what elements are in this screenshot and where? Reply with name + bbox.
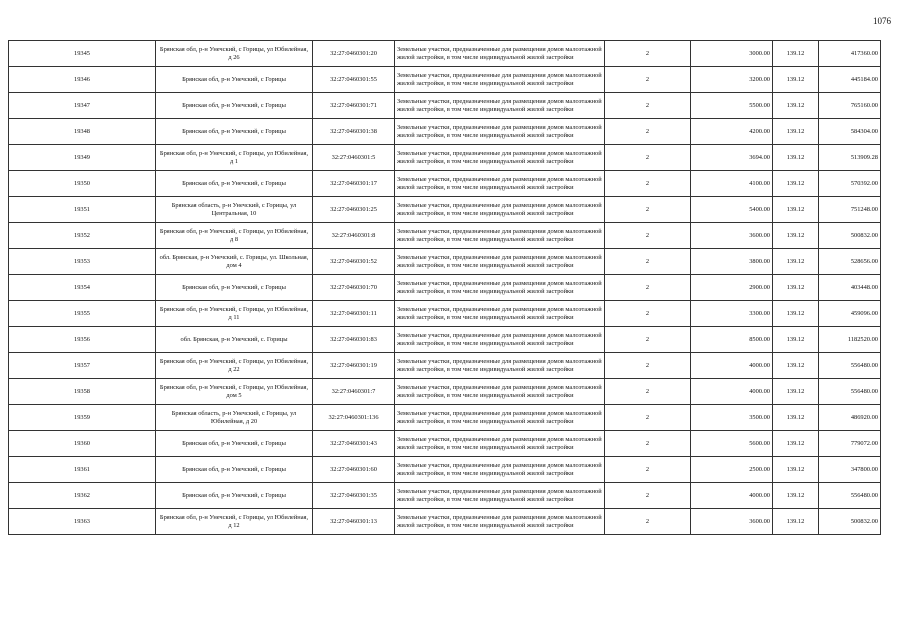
- category-cell: 2: [605, 275, 691, 301]
- category-cell: 2: [605, 145, 691, 171]
- category-cell: 2: [605, 223, 691, 249]
- row-number-cell: 19353: [9, 249, 156, 275]
- cadastral-number-cell: 32:27:0460301:25: [313, 197, 395, 223]
- category-cell: 2: [605, 171, 691, 197]
- specific-value-cell: 139.12: [773, 119, 819, 145]
- row-number-cell: 19355: [9, 301, 156, 327]
- address-cell: Брянская область, р-н Унечский, с Горицы, ул Юбилейная, д 20: [156, 405, 313, 431]
- permitted-use-cell: Земельные участки, предназначенные для размещения домов малоэтажной жилой застройки, в том числе индивидуальной жилой застройки: [395, 353, 605, 379]
- category-cell: 2: [605, 67, 691, 93]
- area-cell: 2500.00: [691, 457, 773, 483]
- row-number-cell: 19361: [9, 457, 156, 483]
- table-row: [9, 41, 881, 67]
- cadastral-value-cell: 556480.00: [819, 379, 881, 405]
- permitted-use-cell: Земельные участки, предназначенные для размещения домов малоэтажной жилой застройки, в том числе индивидуальной жилой застройки: [395, 509, 605, 535]
- cadastral-value-cell: 779072.00: [819, 431, 881, 457]
- address-cell: Брянская обл, р-н Унечский, с Горицы: [156, 457, 313, 483]
- table-row: [9, 119, 881, 145]
- table-row: [9, 275, 881, 301]
- specific-value-cell: 139.12: [773, 67, 819, 93]
- category-cell: 2: [605, 119, 691, 145]
- permitted-use-cell: Земельные участки, предназначенные для размещения домов малоэтажной жилой застройки, в том числе индивидуальной жилой застройки: [395, 275, 605, 301]
- table-row: [9, 93, 881, 119]
- address-cell: Брянская обл, р-н Унечский, с Горицы: [156, 275, 313, 301]
- permitted-use-cell: Земельные участки, предназначенные для размещения домов малоэтажной жилой застройки, в том числе индивидуальной жилой застройки: [395, 379, 605, 405]
- area-cell: 5500.00: [691, 93, 773, 119]
- row-number-cell: 19360: [9, 431, 156, 457]
- category-cell: 2: [605, 353, 691, 379]
- table-row: [9, 197, 881, 223]
- row-number-cell: 19350: [9, 171, 156, 197]
- permitted-use-cell: Земельные участки, предназначенные для размещения домов малоэтажной жилой застройки, в том числе индивидуальной жилой застройки: [395, 327, 605, 353]
- cadastral-number-cell: 32:27:0460301:70: [313, 275, 395, 301]
- category-cell: 2: [605, 249, 691, 275]
- cadastral-number-cell: 32:27:0460301:60: [313, 457, 395, 483]
- area-cell: 8500.00: [691, 327, 773, 353]
- specific-value-cell: 139.12: [773, 223, 819, 249]
- cadastral-number-cell: 32:27:0460301:38: [313, 119, 395, 145]
- cadastral-value-table: [8, 40, 881, 535]
- area-cell: 4000.00: [691, 353, 773, 379]
- cadastral-number-cell: 32:27:0460301:11: [313, 301, 395, 327]
- table-row: [9, 171, 881, 197]
- permitted-use-cell: Земельные участки, предназначенные для размещения домов малоэтажной жилой застройки, в том числе индивидуальной жилой застройки: [395, 249, 605, 275]
- permitted-use-cell: Земельные участки, предназначенные для размещения домов малоэтажной жилой застройки, в том числе индивидуальной жилой застройки: [395, 301, 605, 327]
- category-cell: 2: [605, 41, 691, 67]
- permitted-use-cell: Земельные участки, предназначенные для размещения домов малоэтажной жилой застройки, в том числе индивидуальной жилой застройки: [395, 119, 605, 145]
- address-cell: Брянская обл, р-н Унечский, с Горицы: [156, 119, 313, 145]
- cadastral-number-cell: 32:27:0460301:35: [313, 483, 395, 509]
- cadastral-number-cell: 32:27:0460301:17: [313, 171, 395, 197]
- cadastral-value-cell: 765160.00: [819, 93, 881, 119]
- cadastral-number-cell: 32:27:0460301:71: [313, 93, 395, 119]
- area-cell: 4000.00: [691, 379, 773, 405]
- specific-value-cell: 139.12: [773, 483, 819, 509]
- row-number-cell: 19348: [9, 119, 156, 145]
- page-number: 1076: [873, 16, 891, 26]
- area-cell: 3600.00: [691, 509, 773, 535]
- cadastral-number-cell: 32:27:0460301:20: [313, 41, 395, 67]
- specific-value-cell: 139.12: [773, 41, 819, 67]
- specific-value-cell: 139.12: [773, 93, 819, 119]
- category-cell: 2: [605, 93, 691, 119]
- area-cell: 5400.00: [691, 197, 773, 223]
- table-row: [9, 145, 881, 171]
- permitted-use-cell: Земельные участки, предназначенные для размещения домов малоэтажной жилой застройки, в том числе индивидуальной жилой застройки: [395, 223, 605, 249]
- specific-value-cell: 139.12: [773, 379, 819, 405]
- permitted-use-cell: Земельные участки, предназначенные для размещения домов малоэтажной жилой застройки, в том числе индивидуальной жилой застройки: [395, 197, 605, 223]
- table-row: [9, 327, 881, 353]
- address-cell: Брянская обл, р-н Унечский, с Горицы, ул Юбилейная, дом 5: [156, 379, 313, 405]
- category-cell: 2: [605, 379, 691, 405]
- row-number-cell: 19352: [9, 223, 156, 249]
- address-cell: Брянская обл, р-н Унечский, с Горицы: [156, 93, 313, 119]
- cadastral-value-cell: 445184.00: [819, 67, 881, 93]
- table-row: [9, 249, 881, 275]
- permitted-use-cell: Земельные участки, предназначенные для размещения домов малоэтажной жилой застройки, в том числе индивидуальной жилой застройки: [395, 93, 605, 119]
- area-cell: 5600.00: [691, 431, 773, 457]
- row-number-cell: 19351: [9, 197, 156, 223]
- table-row: [9, 353, 881, 379]
- cadastral-value-cell: 556480.00: [819, 353, 881, 379]
- cadastral-value-cell: 751248.00: [819, 197, 881, 223]
- row-number-cell: 19346: [9, 67, 156, 93]
- specific-value-cell: 139.12: [773, 431, 819, 457]
- category-cell: 2: [605, 431, 691, 457]
- table-row: [9, 67, 881, 93]
- table-body: [9, 41, 881, 535]
- category-cell: 2: [605, 197, 691, 223]
- category-cell: 2: [605, 405, 691, 431]
- cadastral-value-cell: 500832.00: [819, 223, 881, 249]
- row-number-cell: 19363: [9, 509, 156, 535]
- specific-value-cell: 139.12: [773, 353, 819, 379]
- area-cell: 3800.00: [691, 249, 773, 275]
- specific-value-cell: 139.12: [773, 145, 819, 171]
- category-cell: 2: [605, 457, 691, 483]
- category-cell: 2: [605, 327, 691, 353]
- address-cell: Брянская обл, р-н Унечский, с Горицы: [156, 67, 313, 93]
- area-cell: 4000.00: [691, 483, 773, 509]
- row-number-cell: 19347: [9, 93, 156, 119]
- area-cell: 3600.00: [691, 223, 773, 249]
- specific-value-cell: 139.12: [773, 275, 819, 301]
- table-row: [9, 483, 881, 509]
- cadastral-number-cell: 32:27:0460301:136: [313, 405, 395, 431]
- table-row: [9, 457, 881, 483]
- cadastral-value-cell: 403448.00: [819, 275, 881, 301]
- specific-value-cell: 139.12: [773, 327, 819, 353]
- table-row: [9, 379, 881, 405]
- permitted-use-cell: Земельные участки, предназначенные для размещения домов малоэтажной жилой застройки, в том числе индивидуальной жилой застройки: [395, 41, 605, 67]
- address-cell: Брянская обл, р-н Унечский, с Горицы, ул Юбилейная, д 8: [156, 223, 313, 249]
- area-cell: 3500.00: [691, 405, 773, 431]
- cadastral-value-cell: 1182520.00: [819, 327, 881, 353]
- address-cell: Брянская обл, р-н Унечский, с Горицы: [156, 171, 313, 197]
- permitted-use-cell: Земельные участки, предназначенные для размещения домов малоэтажной жилой застройки, в том числе индивидуальной жилой застройки: [395, 405, 605, 431]
- row-number-cell: 19359: [9, 405, 156, 431]
- specific-value-cell: 139.12: [773, 197, 819, 223]
- permitted-use-cell: Земельные участки, предназначенные для размещения домов малоэтажной жилой застройки, в том числе индивидуальной жилой застройки: [395, 67, 605, 93]
- row-number-cell: 19358: [9, 379, 156, 405]
- cadastral-number-cell: 32:27:0460301:52: [313, 249, 395, 275]
- cadastral-number-cell: 32:27:0460301:13: [313, 509, 395, 535]
- cadastral-value-cell: 528656.00: [819, 249, 881, 275]
- cadastral-value-cell: 570392.00: [819, 171, 881, 197]
- row-number-cell: 19357: [9, 353, 156, 379]
- area-cell: 4200.00: [691, 119, 773, 145]
- address-cell: Брянская обл, р-н Унечский, с Горицы: [156, 431, 313, 457]
- permitted-use-cell: Земельные участки, предназначенные для размещения домов малоэтажной жилой застройки, в том числе индивидуальной жилой застройки: [395, 171, 605, 197]
- cadastral-value-cell: 584304.00: [819, 119, 881, 145]
- cadastral-number-cell: 32:27:0460301:5: [313, 145, 395, 171]
- cadastral-value-cell: 513909.28: [819, 145, 881, 171]
- address-cell: Брянская обл, р-н Унечский, с Горицы: [156, 483, 313, 509]
- address-cell: Брянская область, р-н Унечский, с Горицы, ул Центральная, 10: [156, 197, 313, 223]
- row-number-cell: 19362: [9, 483, 156, 509]
- specific-value-cell: 139.12: [773, 171, 819, 197]
- cadastral-value-cell: 556480.00: [819, 483, 881, 509]
- table-row: [9, 405, 881, 431]
- address-cell: Брянская обл, р-н Унечский, с Горицы, ул Юбилейная, д 1: [156, 145, 313, 171]
- row-number-cell: 19356: [9, 327, 156, 353]
- cadastral-number-cell: 32:27:0460301:55: [313, 67, 395, 93]
- specific-value-cell: 139.12: [773, 509, 819, 535]
- area-cell: 3000.00: [691, 41, 773, 67]
- cadastral-number-cell: 32:27:0460301:83: [313, 327, 395, 353]
- permitted-use-cell: Земельные участки, предназначенные для размещения домов малоэтажной жилой застройки, в том числе индивидуальной жилой застройки: [395, 431, 605, 457]
- row-number-cell: 19345: [9, 41, 156, 67]
- permitted-use-cell: Земельные участки, предназначенные для размещения домов малоэтажной жилой застройки, в том числе индивидуальной жилой застройки: [395, 457, 605, 483]
- address-cell: Брянская обл, р-н Унечский, с Горицы, ул Юбилейная, д 22: [156, 353, 313, 379]
- category-cell: 2: [605, 301, 691, 327]
- cadastral-number-cell: 32:27:0460301:8: [313, 223, 395, 249]
- row-number-cell: 19354: [9, 275, 156, 301]
- cadastral-value-cell: 417360.00: [819, 41, 881, 67]
- table-row: [9, 223, 881, 249]
- cadastral-value-cell: 486920.00: [819, 405, 881, 431]
- category-cell: 2: [605, 509, 691, 535]
- cadastral-number-cell: 32:27:0460301:7: [313, 379, 395, 405]
- area-cell: 3200.00: [691, 67, 773, 93]
- area-cell: 3694.00: [691, 145, 773, 171]
- row-number-cell: 19349: [9, 145, 156, 171]
- specific-value-cell: 139.12: [773, 405, 819, 431]
- category-cell: 2: [605, 483, 691, 509]
- address-cell: Брянская обл, р-н Унечский, с Горицы, ул Юбилейная, д 11: [156, 301, 313, 327]
- specific-value-cell: 139.12: [773, 249, 819, 275]
- cadastral-value-cell: 347800.00: [819, 457, 881, 483]
- specific-value-cell: 139.12: [773, 457, 819, 483]
- address-cell: обл. Брянская, р-н Унечский, с. Горицы, ул. Школьная, дом 4: [156, 249, 313, 275]
- area-cell: 4100.00: [691, 171, 773, 197]
- table-row: [9, 509, 881, 535]
- table-row: [9, 301, 881, 327]
- table-row: [9, 431, 881, 457]
- address-cell: Брянская обл, р-н Унечский, с Горицы, ул Юбилейная, д 12: [156, 509, 313, 535]
- address-cell: Брянская обл, р-н Унечский, с Горицы, ул Юбилейная, д 26: [156, 41, 313, 67]
- cadastral-value-cell: 459096.00: [819, 301, 881, 327]
- cadastral-number-cell: 32:27:0460301:19: [313, 353, 395, 379]
- specific-value-cell: 139.12: [773, 301, 819, 327]
- area-cell: 2900.00: [691, 275, 773, 301]
- permitted-use-cell: Земельные участки, предназначенные для размещения домов малоэтажной жилой застройки, в том числе индивидуальной жилой застройки: [395, 483, 605, 509]
- permitted-use-cell: Земельные участки, предназначенные для размещения домов малоэтажной жилой застройки, в том числе индивидуальной жилой застройки: [395, 145, 605, 171]
- area-cell: 3300.00: [691, 301, 773, 327]
- cadastral-value-cell: 500832.00: [819, 509, 881, 535]
- address-cell: обл. Брянская, р-н Унечский, с. Горицы: [156, 327, 313, 353]
- cadastral-number-cell: 32:27:0460301:43: [313, 431, 395, 457]
